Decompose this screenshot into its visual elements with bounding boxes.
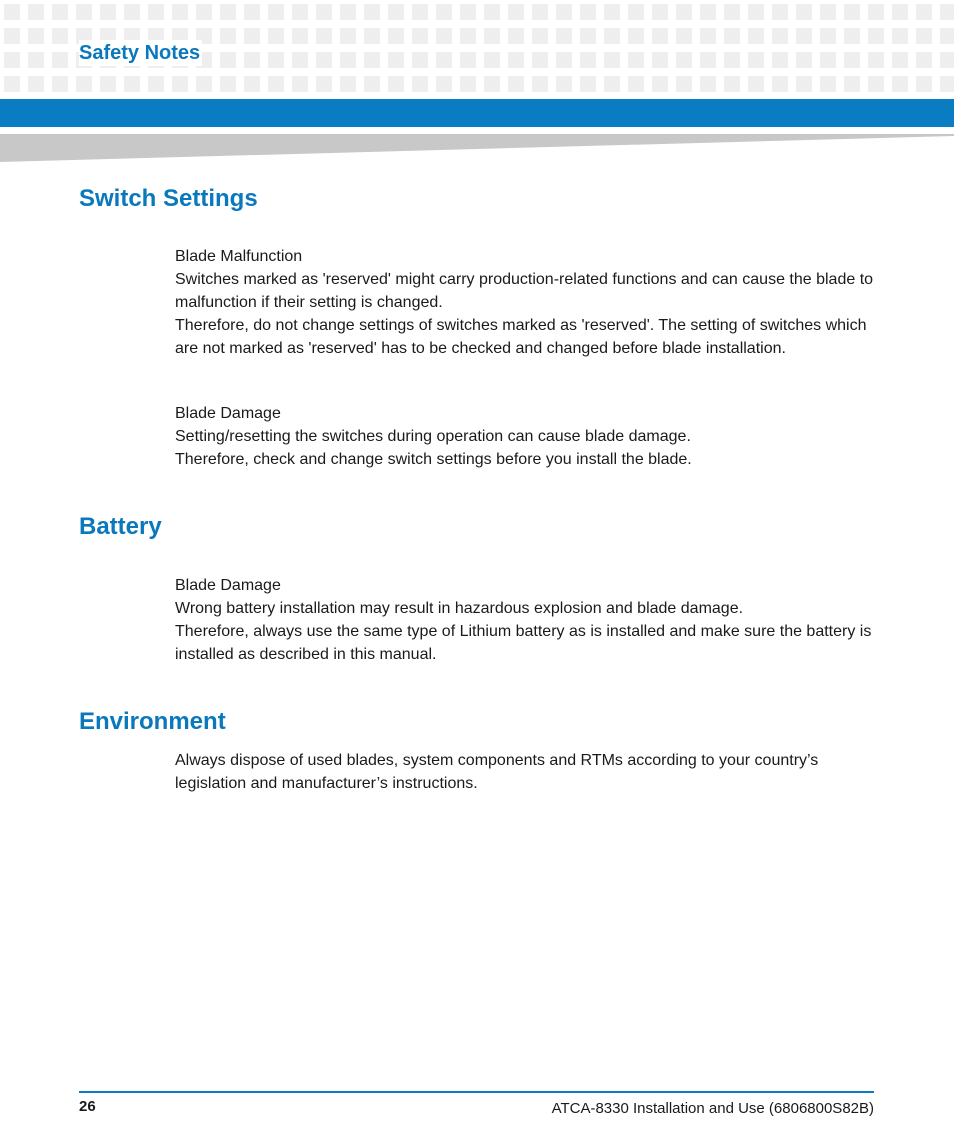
pattern-square (316, 28, 332, 44)
pattern-square (196, 76, 212, 92)
pattern-square (628, 4, 644, 20)
pattern-square (796, 76, 812, 92)
pattern-square (892, 52, 908, 68)
pattern-square (556, 28, 572, 44)
pattern-square (436, 76, 452, 92)
pattern-square (580, 28, 596, 44)
pattern-square (412, 52, 428, 68)
pattern-square (124, 4, 140, 20)
pattern-square (52, 28, 68, 44)
note-text: Therefore, check and change switch settings before you install the blade. (175, 451, 692, 468)
note-blade-damage-battery (175, 574, 875, 666)
pattern-square (820, 52, 836, 68)
pattern-square (892, 28, 908, 44)
note-title: Blade Damage (175, 405, 281, 422)
pattern-square (172, 4, 188, 20)
section-heading-battery: Battery (79, 513, 162, 540)
pattern-square (412, 28, 428, 44)
pattern-square (772, 52, 788, 68)
pattern-square (52, 76, 68, 92)
pattern-square (556, 76, 572, 92)
pattern-square (4, 76, 20, 92)
pattern-square (52, 52, 68, 68)
pattern-square (940, 76, 954, 92)
pattern-square (292, 4, 308, 20)
pattern-square (748, 28, 764, 44)
pattern-square (652, 4, 668, 20)
pattern-square (748, 76, 764, 92)
pattern-square (628, 76, 644, 92)
pattern-square (436, 4, 452, 20)
pattern-square (436, 28, 452, 44)
pattern-square (100, 76, 116, 92)
note-text: Setting/resetting the switches during operation can cause blade damage. (175, 428, 691, 445)
pattern-square (628, 28, 644, 44)
pattern-square (868, 4, 884, 20)
pattern-square (556, 4, 572, 20)
pattern-square (868, 28, 884, 44)
section-heading-environment: Environment (79, 708, 226, 735)
pattern-square (292, 28, 308, 44)
pattern-square (916, 76, 932, 92)
pattern-square (868, 76, 884, 92)
pattern-square (220, 4, 236, 20)
pattern-square (4, 28, 20, 44)
pattern-square (388, 4, 404, 20)
pattern-square (388, 52, 404, 68)
pattern-square (484, 52, 500, 68)
pattern-square (4, 52, 20, 68)
pattern-square (268, 76, 284, 92)
note-text: Therefore, do not change settings of switches marked as 'reserved'. The setting of switches which are not marked as 'reserved' has to be checked and changed before blade installation. (175, 317, 867, 357)
pattern-square (916, 28, 932, 44)
pattern-square (4, 4, 20, 20)
note-text: Switches marked as 'reserved' might carry production-related functions and can cause the blade to malfunction if their setting is changed. (175, 271, 874, 311)
pattern-square (820, 4, 836, 20)
header-blue-bar (0, 99, 954, 127)
pattern-square (844, 28, 860, 44)
note-title: Blade Damage (175, 577, 281, 594)
pattern-square (844, 52, 860, 68)
pattern-square (748, 52, 764, 68)
pattern-square (604, 4, 620, 20)
pattern-square (316, 4, 332, 20)
pattern-square (724, 52, 740, 68)
environment-text: Always dispose of used blades, system components and RTMs according to your country’s legislation and manufacturer’s instructions. (175, 752, 819, 792)
pattern-square (868, 52, 884, 68)
pattern-square (28, 76, 44, 92)
pattern-square (604, 28, 620, 44)
pattern-square (484, 76, 500, 92)
pattern-square (556, 52, 572, 68)
pattern-square (484, 4, 500, 20)
pattern-square (532, 52, 548, 68)
pattern-square (700, 28, 716, 44)
pattern-square (652, 28, 668, 44)
pattern-square (268, 4, 284, 20)
pattern-square (820, 28, 836, 44)
pattern-square (940, 28, 954, 44)
pattern-square (244, 4, 260, 20)
pattern-square (796, 28, 812, 44)
pattern-square (748, 4, 764, 20)
pattern-square (460, 4, 476, 20)
pattern-square (532, 28, 548, 44)
pattern-square (676, 28, 692, 44)
pattern-square (28, 4, 44, 20)
pattern-square (148, 4, 164, 20)
pattern-square (124, 76, 140, 92)
section-heading-switch-settings: Switch Settings (79, 185, 258, 212)
note-text: Wrong battery installation may result in hazardous explosion and blade damage. (175, 600, 744, 617)
pattern-square (196, 4, 212, 20)
pattern-square (580, 76, 596, 92)
pattern-square (820, 76, 836, 92)
pattern-square (100, 4, 116, 20)
chapter-title: Safety Notes (79, 42, 201, 64)
pattern-square (340, 28, 356, 44)
pattern-square (460, 52, 476, 68)
pattern-square (316, 52, 332, 68)
pattern-square (580, 4, 596, 20)
pattern-square (532, 4, 548, 20)
pattern-square (220, 28, 236, 44)
pattern-square (460, 76, 476, 92)
pattern-square (412, 76, 428, 92)
pattern-square (244, 28, 260, 44)
pattern-square (316, 76, 332, 92)
pattern-square (340, 52, 356, 68)
pattern-square (292, 52, 308, 68)
pattern-square (676, 4, 692, 20)
note-text: Therefore, always use the same type of Lithium battery as is installed and make sure the battery is installed as described in this manual. (175, 623, 872, 663)
pattern-square (724, 4, 740, 20)
pattern-square (244, 76, 260, 92)
footer-rule (79, 1091, 874, 1093)
pattern-square (220, 76, 236, 92)
pattern-square (388, 76, 404, 92)
pattern-square (940, 4, 954, 20)
pattern-square (604, 76, 620, 92)
pattern-square (628, 52, 644, 68)
pattern-square (676, 52, 692, 68)
pattern-square (580, 52, 596, 68)
pattern-square (892, 4, 908, 20)
pattern-square (796, 52, 812, 68)
pattern-square (52, 4, 68, 20)
pattern-square (364, 76, 380, 92)
pattern-square (508, 52, 524, 68)
pattern-square (172, 76, 188, 92)
pattern-square (340, 76, 356, 92)
pattern-square (940, 52, 954, 68)
pattern-square (268, 28, 284, 44)
page-number: 26 (79, 1098, 96, 1115)
pattern-square (796, 4, 812, 20)
pattern-square (268, 52, 284, 68)
pattern-square (508, 4, 524, 20)
pattern-square (220, 52, 236, 68)
pattern-square (844, 4, 860, 20)
pattern-square (772, 4, 788, 20)
pattern-square (76, 76, 92, 92)
pattern-square (508, 28, 524, 44)
pattern-square (484, 28, 500, 44)
note-title: Blade Malfunction (175, 248, 303, 265)
pattern-square (676, 76, 692, 92)
pattern-square (892, 76, 908, 92)
pattern-square (412, 4, 428, 20)
pattern-square (700, 76, 716, 92)
pattern-square (700, 52, 716, 68)
pattern-square (244, 52, 260, 68)
pattern-square (460, 28, 476, 44)
pattern-square (436, 52, 452, 68)
pattern-square (844, 76, 860, 92)
pattern-square (388, 28, 404, 44)
pattern-square (700, 4, 716, 20)
note-blade-malfunction (175, 245, 875, 360)
pattern-square (772, 76, 788, 92)
pattern-square (652, 52, 668, 68)
pattern-square (916, 4, 932, 20)
header-gray-wedge (0, 130, 954, 162)
pattern-square (364, 4, 380, 20)
pattern-square (604, 52, 620, 68)
pattern-square (772, 28, 788, 44)
pattern-square (148, 76, 164, 92)
pattern-square (508, 76, 524, 92)
pattern-square (916, 52, 932, 68)
pattern-square (724, 76, 740, 92)
pattern-square (76, 4, 92, 20)
environment-text-block (175, 749, 875, 795)
pattern-square (364, 52, 380, 68)
footer-document-title: ATCA-8330 Installation and Use (6806800S82B) (551, 1100, 874, 1117)
pattern-square (292, 76, 308, 92)
pattern-square (28, 28, 44, 44)
pattern-square (532, 76, 548, 92)
pattern-square (340, 4, 356, 20)
pattern-square (724, 28, 740, 44)
pattern-square (652, 76, 668, 92)
pattern-square (364, 28, 380, 44)
note-blade-damage-switches (175, 402, 875, 471)
pattern-square (28, 52, 44, 68)
